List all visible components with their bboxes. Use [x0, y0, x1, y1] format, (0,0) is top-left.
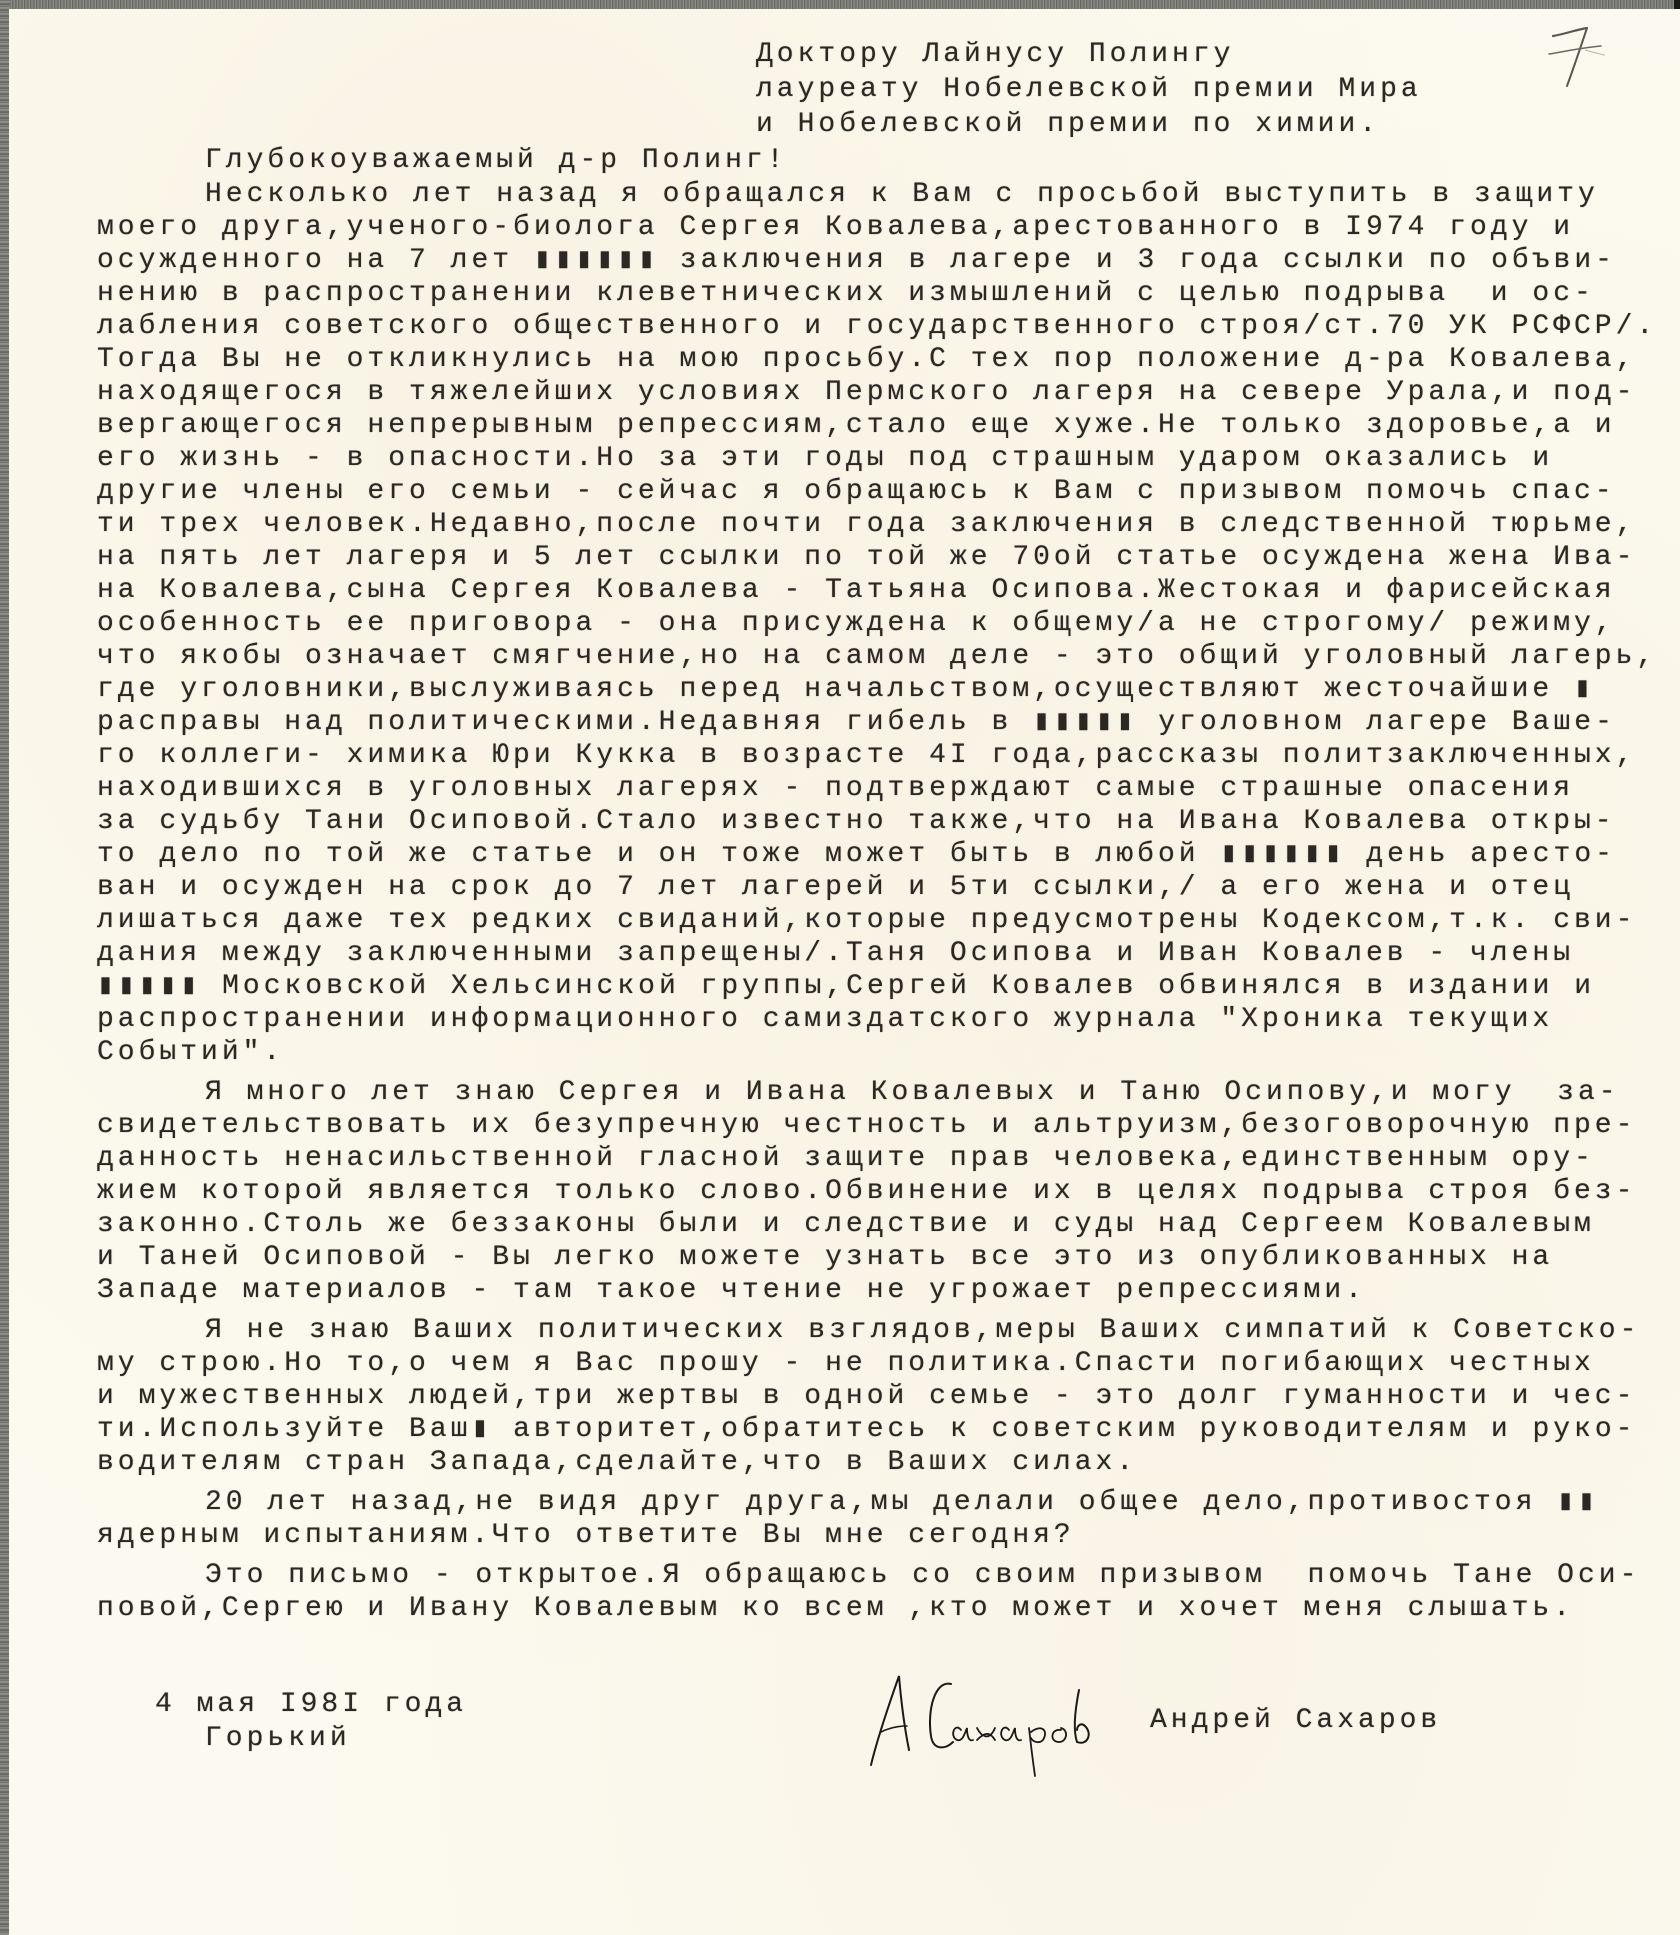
body-line: за судьбу Тани Осиповой.Стало известно также,что на Ивана Ковалева откры-	[97, 806, 1616, 837]
body-line: что якобы означает смягчение,но на самом деле - это общий уголовный лагерь,	[97, 641, 1658, 672]
body-line: законно.Столь же беззаконы были и следствие и суды над Сергеем Ковалевым	[97, 1209, 1595, 1240]
body-line: расправы над политическими.Недавняя гибель в ▮▮▮▮▮ уголовном лагере Ваше-	[97, 707, 1616, 738]
addressee-line-3: и Нобелевской премии по химии.	[756, 109, 1381, 140]
body-line: водителям стран Запада,сделайте,что в Ваших силах.	[97, 1447, 1138, 1478]
body-line: и Таней Осиповой - Вы легко можете узнать все это из опубликованных на	[97, 1242, 1554, 1273]
handwritten-signature	[865, 1670, 1135, 1780]
body-line: моего друга,ученого-биолога Сергея Ковалева,арестованного в I974 году и	[97, 212, 1574, 243]
body-line: лабления советского общественного и государственного строя/ст.70 УК РСФСР/.	[97, 311, 1658, 342]
body-line: Событий".	[97, 1037, 285, 1068]
body-line: му строю.Но то,о чем я Вас прошу - не политика.Спасти погибающих честных	[97, 1348, 1595, 1379]
body-line: Я много лет знаю Сергея и Ивана Ковалевых и Таню Осипову,и могу за-	[205, 1077, 1620, 1108]
typed-signature: Андрей Сахаров	[1150, 1705, 1442, 1736]
body-line: 20 лет назад,не видя друг друга,мы делали общее дело,противостоя ▮▮	[205, 1487, 1599, 1518]
body-line: ти трех человек.Недавно,после почти года заключения в следственной тюрьме,	[97, 509, 1637, 540]
body-line: жием которой является только слово.Обвинение их в целях подрыва строя без-	[97, 1176, 1637, 1207]
salutation: Глубокоуважаемый д-р Полинг!	[205, 145, 788, 176]
body-line: находившихся в уголовных лагерях - подтверждают самые страшные опасения	[97, 773, 1574, 804]
body-line: вергающегося непрерывным репрессиям,стало еще хуже.Не только здоровье,а и	[97, 410, 1616, 441]
body-line: данность ненасильственной гласной защите прав человека,единственным ору-	[97, 1143, 1595, 1174]
body-line: Это письмо - открытое.Я обращаюсь со своим призывом помочь Тане Оси-	[205, 1560, 1641, 1591]
body-line: распространении информационного самиздатского журнала "Хроника текущих	[97, 1004, 1554, 1035]
body-line: ти.Используйте Ваш▮ авторитет,обратитесь к советским руководителям и руко-	[97, 1414, 1637, 1445]
body-line: находящегося в тяжелейших условиях Пермского лагеря на севере Урала,и под-	[97, 377, 1637, 408]
body-line: где уголовники,выслуживаясь перед начальством,осуществляют жесточайшие ▮	[97, 674, 1595, 705]
addressee-line-2: лауреату Нобелевской премии Мира	[756, 74, 1422, 105]
letter-date: 4 мая I98I года	[155, 1689, 468, 1720]
body-line: другие члены его семьи - сейчас я обращаюсь к Вам с призывом помочь спас-	[97, 476, 1616, 507]
body-line: на Ковалева,сына Сергея Ковалева - Татьяна Осипова.Жестокая и фарисейская	[97, 575, 1616, 606]
body-line: Западе материалов - там такое чтение не угрожает репрессиями.	[97, 1275, 1366, 1306]
body-line: Тогда Вы не откликнулись на мою просьбу.С тех пор положение д-ра Ковалева,	[97, 344, 1637, 375]
body-line: свидетельствовать их безупречную честность и альтруизм,безоговорочную пре-	[97, 1110, 1637, 1141]
body-line: и мужественных людей,три жертвы в одной семье - это долг гуманности и чес-	[97, 1381, 1637, 1412]
body-line: ван и осужден на срок до 7 лет лагерей и 5ти ссылки,/ а его жена и отец	[97, 872, 1574, 903]
body-line: го коллеги- химика Юри Кукка в возрасте 4I года,рассказы политзаключенных,	[97, 740, 1637, 771]
page-number-pencil-mark	[1545, 24, 1605, 94]
body-line: его жизнь - в опасности.Но за эти годы под страшным ударом оказались и	[97, 443, 1554, 474]
body-line: ▮▮▮▮▮ Московской Хельсинской группы,Сергей Ковалев обвинялся в издании и	[97, 971, 1596, 1002]
body-line: Я не знаю Ваших политических взглядов,меры Ваших симпатий к Советско-	[205, 1315, 1641, 1346]
body-line: повой,Сергею и Ивану Ковалевым ко всем ,кто может и хочет меня слышать.	[97, 1593, 1574, 1624]
body-line: на пять лет лагеря и 5 лет ссылки по той же 70ой статье осуждена жена Ива-	[97, 542, 1637, 573]
body-line: нению в распространении клеветнических измышлений с целью подрыва и ос-	[97, 278, 1595, 309]
body-line: осужденного на 7 лет ▮▮▮▮▮▮ заключения в лагере и 3 года ссылки по объви-	[97, 245, 1616, 276]
body-line: Несколько лет назад я обращался к Вам с просьбой выступить в защиту	[205, 179, 1599, 210]
letter-place: Горький	[205, 1723, 351, 1754]
addressee-line-1: Доктору Лайнусу Полингу	[756, 39, 1235, 70]
body-line: лишаться даже тех редких свиданий,которые предусмотрены Кодексом,т.к. сви-	[97, 905, 1637, 936]
body-line: то дело по той же статье и он тоже может быть в любой ▮▮▮▮▮▮ день аресто-	[97, 839, 1616, 870]
body-line: особенность ее приговора - она присуждена к общему/а не строгому/ режиму,	[97, 608, 1616, 639]
body-line: ядерным испытаниям.Что ответите Вы мне сегодня?	[97, 1520, 1075, 1551]
body-line: дания между заключенными запрещены/.Таня Осипова и Иван Ковалев - члены	[97, 938, 1574, 969]
